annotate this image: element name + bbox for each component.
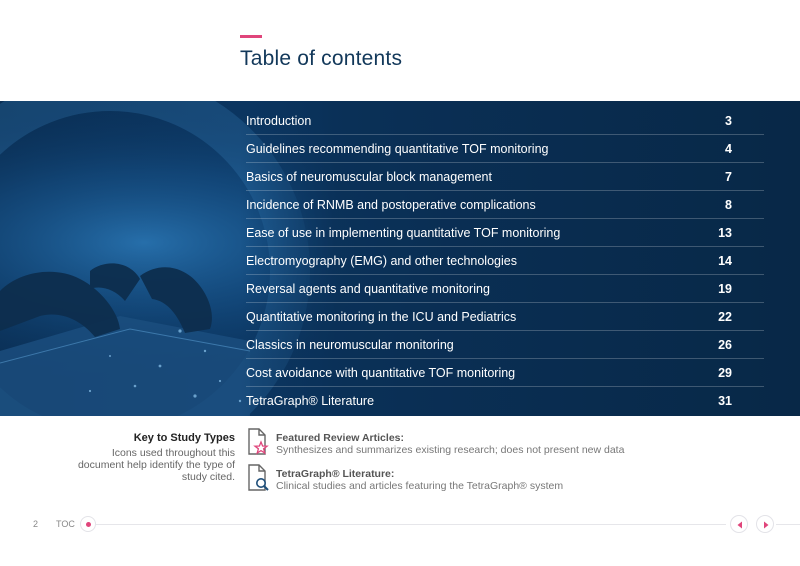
toc-entry-label: TetraGraph® Literature	[246, 394, 375, 408]
toc-entry-label: Electromyography (EMG) and other technologies	[246, 253, 517, 268]
toc-entry-label: Introduction	[246, 113, 312, 128]
toc-entry-label: Incidence of RNMB and postoperative complications	[246, 197, 536, 212]
toc-entry[interactable]	[246, 247, 764, 275]
study-type-title-review: Featured Review Articles:	[276, 432, 404, 444]
toc-entry[interactable]	[246, 219, 764, 247]
toc-entry-page-number: 7	[725, 169, 732, 184]
toc-entry-page-number: 31	[718, 394, 732, 408]
key-title: Key to Study Types	[133, 432, 235, 444]
toc-entry[interactable]	[246, 387, 764, 415]
toc-entry-page-number: 26	[718, 337, 732, 352]
footer-divider-right	[776, 524, 800, 525]
page-number: 2	[33, 519, 39, 529]
toc-entry-page-number: 22	[718, 309, 732, 324]
toc-entry-label: Basics of neuromuscular block management	[246, 169, 492, 184]
toc-entry-label: Reversal agents and quantitative monitoring	[246, 281, 490, 296]
title-accent-bar	[240, 35, 262, 38]
toc-entry-page-number: 3	[725, 113, 732, 128]
toc-entry-label: Classics in neuromuscular monitoring	[246, 337, 454, 352]
document-star-icon	[247, 428, 269, 456]
toc-list	[246, 107, 764, 415]
document-magnifier-icon	[247, 464, 271, 492]
toc-entry-page-number: 4	[725, 141, 732, 156]
study-type-description-tetragraph: Clinical studies and articles featuring the TetraGraph® system	[276, 480, 564, 492]
chevron-left-icon	[735, 520, 745, 530]
previous-page-button[interactable]	[730, 515, 748, 533]
toc-entry-label: Cost avoidance with quantitative TOF monitoring	[246, 365, 516, 380]
study-type-description-review: Synthesizes and summarizes existing research; does not present new data	[276, 444, 625, 456]
toc-entry-page-number: 14	[718, 253, 732, 268]
footer-divider	[96, 524, 726, 525]
next-page-button[interactable]	[756, 515, 774, 533]
chevron-right-icon	[761, 520, 771, 530]
toc-entry-page-number: 19	[718, 281, 732, 296]
toc-entry[interactable]	[246, 163, 764, 191]
toc-entry-page-number: 8	[725, 197, 732, 212]
page-indicator-dot	[80, 516, 96, 532]
toc-entry[interactable]	[246, 275, 764, 303]
toc-entry[interactable]	[246, 359, 764, 387]
study-type-title-tetragraph: TetraGraph® Literature:	[276, 468, 395, 480]
toc-entry-label: Quantitative monitoring in the ICU and Pediatrics	[246, 309, 517, 324]
toc-entry-page-number: 29	[718, 365, 732, 380]
toc-entry[interactable]	[246, 303, 764, 331]
page-title: Table of contents	[240, 47, 403, 70]
toc-entry[interactable]	[246, 331, 764, 359]
toc-entry-page-number: 13	[718, 225, 732, 240]
toc-entry-label: Ease of use in implementing quantitative TOF monitoring	[246, 225, 561, 240]
key-description: Icons used throughout this document help identify the type of study cited.	[77, 447, 235, 483]
toc-entry[interactable]	[246, 107, 764, 135]
toc-entry-label: Guidelines recommending quantitative TOF monitoring	[246, 141, 549, 156]
toc-entry[interactable]	[246, 135, 764, 163]
toc-entry[interactable]	[246, 191, 764, 219]
section-label: TOC	[56, 519, 75, 529]
